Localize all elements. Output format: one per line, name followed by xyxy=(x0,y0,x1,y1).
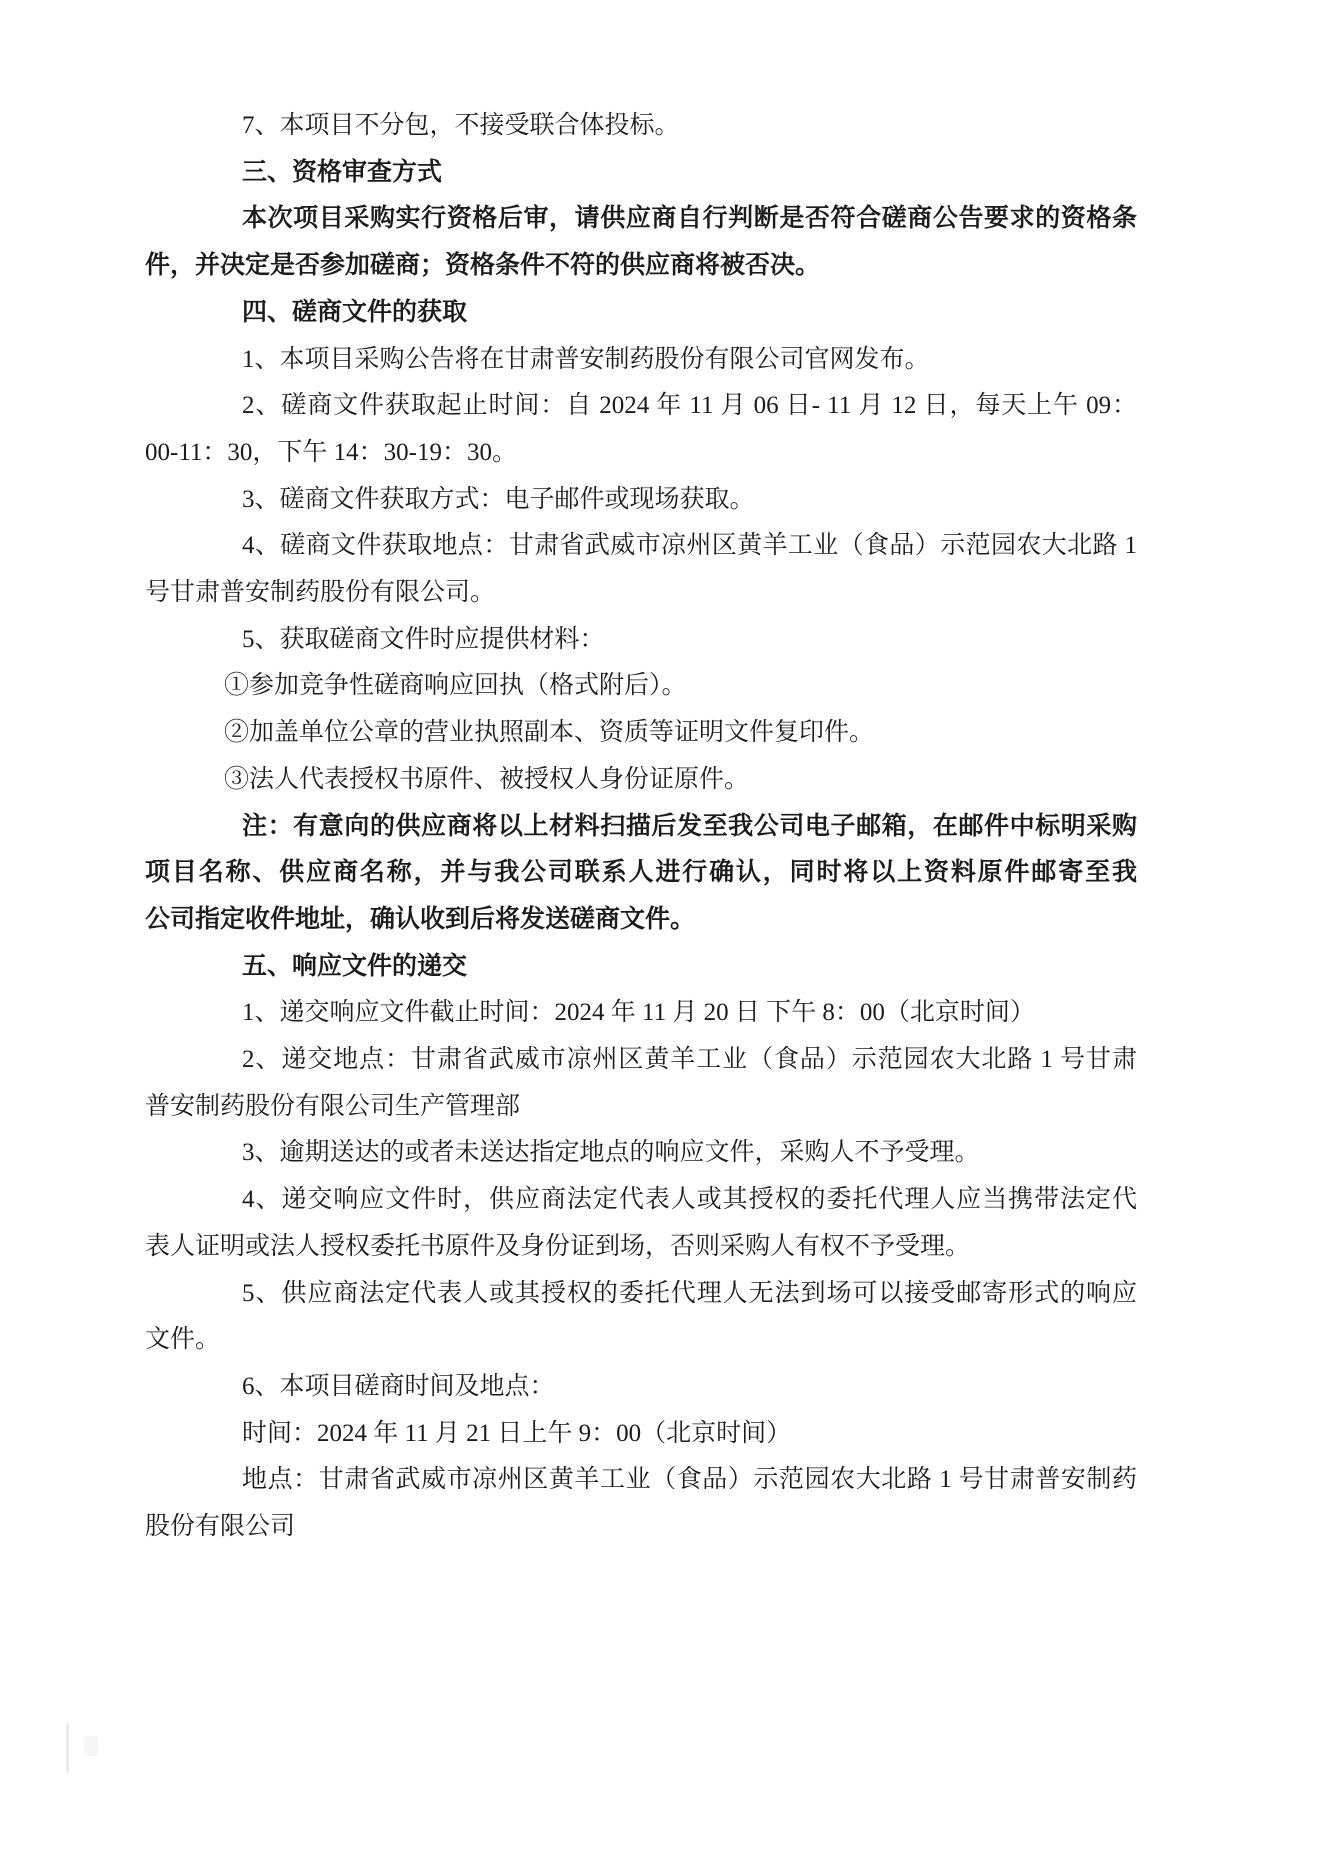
text-line: 7、本项目不分包，不接受联合体投标。 xyxy=(242,112,680,139)
text-line: 文件。 xyxy=(145,1326,221,1354)
text-line: 三、资格审查方式 xyxy=(242,158,443,186)
text-line: 2、磋商文件获取起止时间：自 2024 年 11 月 06 日- 11 月 12 日，每天上午 09： xyxy=(242,392,1137,420)
text-line: ③法人代表授权书原件、被授权人身份证原件。 xyxy=(224,765,750,793)
text-line: 00-11：30，下午 14：30-19：30。 xyxy=(145,438,517,466)
text-line: 2、递交地点：甘肃省武威市凉州区黄羊工业（食品）示范园农大北路 1 号甘肃 xyxy=(242,1046,1137,1074)
text-line: 注：有意向的供应商将以上材料扫描后发至我公司电子邮箱，在邮件中标明采购 xyxy=(242,812,1137,840)
text-line: 四、磋商文件的获取 xyxy=(242,298,468,326)
text-line: 地点：甘肃省武威市凉州区黄羊工业（食品）示范园农大北路 1 号甘肃普安制药 xyxy=(242,1466,1137,1494)
text-line: ①参加竞争性磋商响应回执（格式附后）。 xyxy=(224,672,687,700)
document-body xyxy=(145,103,1137,1551)
text-line: 4、递交响应文件时，供应商法定代表人或其授权的委托代理人应当携带法定代 xyxy=(242,1186,1137,1214)
text-line: 5、供应商法定代表人或其授权的委托代理人无法到场可以接受邮寄形式的响应 xyxy=(242,1279,1137,1307)
text-line: 6、本项目磋商时间及地点： xyxy=(242,1372,555,1400)
text-line: 股份有限公司 xyxy=(145,1513,296,1541)
text-line: 5、获取磋商文件时应提供材料： xyxy=(242,625,605,653)
scan-artifact xyxy=(66,1723,69,1773)
text-line: 3、逾期送达的或者未送达指定地点的响应文件，采购人不予受理。 xyxy=(242,1139,980,1167)
text-line: 4、磋商文件获取地点：甘肃省武威市凉州区黄羊工业（食品）示范园农大北路 1 xyxy=(242,532,1137,560)
text-line: 普安制药股份有限公司生产管理部 xyxy=(145,1092,521,1120)
text-line: 公司指定收件地址，确认收到后将发送磋商文件。 xyxy=(145,905,696,933)
text-line: 件，并决定是否参加磋商；资格条件不符的供应商将被否决。 xyxy=(145,252,821,280)
text-line: 号甘肃普安制药股份有限公司。 xyxy=(145,579,496,607)
text-line: 1、递交响应文件截止时间：2024 年 11 月 20 日 下午 8：00（北京时间） xyxy=(242,999,1035,1027)
text-line: 本次项目采购实行资格后审，请供应商自行判断是否符合磋商公告要求的资格条 xyxy=(242,205,1137,233)
text-line: 表人证明或法人授权委托书原件及身份证到场，否则采购人有权不予受理。 xyxy=(145,1232,971,1260)
text-line: 时间：2024 年 11 月 21 日上午 9：00（北京时间） xyxy=(242,1419,792,1447)
text-line: ②加盖单位公章的营业执照副本、资质等证明文件复印件。 xyxy=(224,719,875,747)
text-line: 五、响应文件的递交 xyxy=(242,952,468,980)
text-line: 项目名称、供应商名称，并与我公司联系人进行确认，同时将以上资料原件邮寄至我 xyxy=(145,859,1137,887)
scan-artifact-smudge xyxy=(84,1736,98,1756)
text-line: 1、本项目采购公告将在甘肃普安制药股份有限公司官网发布。 xyxy=(242,345,930,373)
text-line: 3、磋商文件获取方式：电子邮件或现场获取。 xyxy=(242,485,755,513)
